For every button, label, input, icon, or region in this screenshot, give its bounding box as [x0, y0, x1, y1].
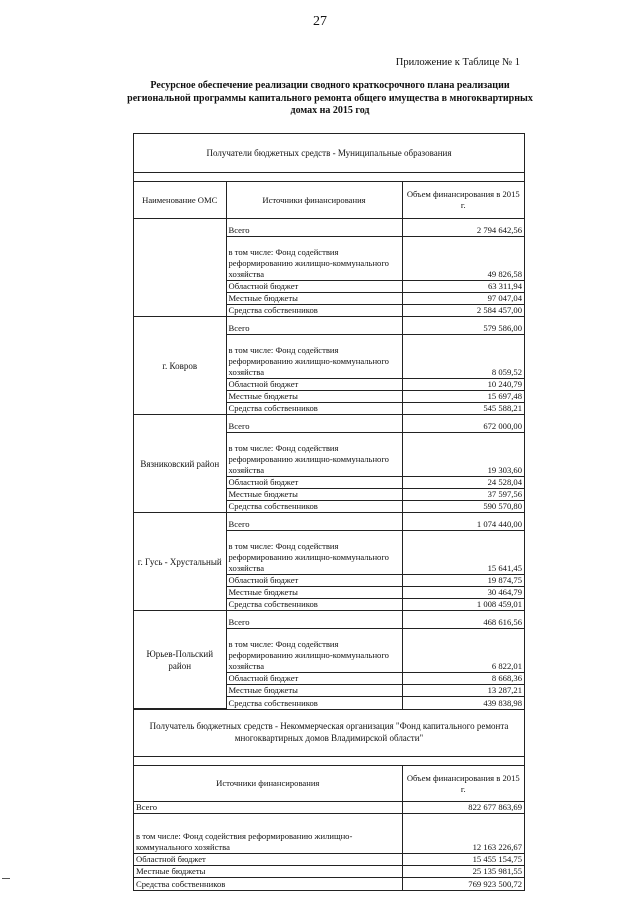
funding-amount: 15 641,45: [402, 531, 524, 575]
funding-source: в том числе: Фонд содействия реформированию жилищно-коммунального хозяйства: [226, 433, 402, 477]
funding-source: в том числе: Фонд содействия реформированию жилищно-коммунального хозяйства: [226, 629, 402, 673]
column-header-sources: Источники финансирования: [226, 182, 402, 219]
funding-amount: 19 874,75: [402, 575, 524, 587]
table-row: [134, 866, 524, 878]
omc-name: г. Гусь - Хрустальный: [134, 513, 226, 611]
municipal-funding-body: [134, 219, 524, 709]
funding-amount: 590 570,80: [402, 501, 524, 513]
funding-source: Областной бюджет: [134, 854, 402, 866]
funding-source: Средства собственников: [226, 697, 402, 709]
column-header-sources-2: Источники финансирования: [134, 766, 402, 802]
column-header-amount-2: Объем финансирования в 2015 г.: [402, 766, 524, 802]
funding-document: [133, 133, 525, 891]
funding-amount: 2 794 642,56: [402, 219, 524, 237]
funding-source: Всего: [134, 802, 402, 814]
funding-source: Всего: [226, 317, 402, 335]
funding-amount: 468 616,56: [402, 611, 524, 629]
table-row: [134, 317, 524, 335]
municipal-funding-table: [134, 181, 524, 709]
funding-amount: 15 455 154,75: [402, 854, 524, 866]
funding-source: Средства собственников: [226, 403, 402, 415]
appendix-label: Приложение к Таблице № 1: [395, 57, 520, 68]
omc-name: Юрьев-Польский район: [134, 611, 226, 709]
funding-amount: 25 135 981,55: [402, 866, 524, 878]
funding-source: Областной бюджет: [226, 379, 402, 391]
funding-amount: 439 838,98: [402, 697, 524, 709]
funding-amount: 769 923 500,72: [402, 878, 524, 890]
funding-amount: 13 287,21: [402, 685, 524, 697]
funding-source: Областной бюджет: [226, 673, 402, 685]
fund-funding-table: [134, 765, 524, 890]
omc-name: г. Ковров: [134, 317, 226, 415]
funding-amount: 10 240,79: [402, 379, 524, 391]
funding-source: Областной бюджет: [226, 477, 402, 489]
funding-amount: 1 008 459,01: [402, 599, 524, 611]
section2-heading: Получатель бюджетных средств - Некоммерческая организация "Фонд капитального ремонта многоквартирных домов Владимирской области": [134, 709, 524, 757]
funding-amount: 15 697,48: [402, 391, 524, 403]
funding-amount: 8 059,52: [402, 335, 524, 379]
funding-source: Местные бюджеты: [134, 866, 402, 878]
omc-name: Вязниковский район: [134, 415, 226, 513]
funding-amount: 63 311,94: [402, 281, 524, 293]
funding-amount: 37 597,56: [402, 489, 524, 501]
table-row: [134, 219, 524, 237]
funding-source: Всего: [226, 611, 402, 629]
section1-heading: Получатели бюджетных средств - Муниципальные образования: [134, 134, 524, 173]
fund-funding-body: [134, 802, 524, 890]
table-row: [134, 611, 524, 629]
funding-source: Областной бюджет: [226, 575, 402, 587]
funding-source: Всего: [226, 219, 402, 237]
funding-amount: 822 677 863,69: [402, 802, 524, 814]
funding-source: Местные бюджеты: [226, 293, 402, 305]
funding-source: Средства собственников: [226, 305, 402, 317]
funding-source: Местные бюджеты: [226, 587, 402, 599]
table-row: [134, 415, 524, 433]
funding-amount: 97 047,04: [402, 293, 524, 305]
funding-source: Средства собственников: [226, 501, 402, 513]
omc-name: [134, 219, 226, 317]
funding-source: Местные бюджеты: [226, 489, 402, 501]
funding-amount: 19 303,60: [402, 433, 524, 477]
funding-source: Средства собственников: [134, 878, 402, 890]
page-number: 27: [313, 14, 327, 29]
funding-source: Местные бюджеты: [226, 685, 402, 697]
column-header-omc: Наименование ОМС: [134, 182, 226, 219]
funding-source: в том числе: Фонд содействия реформированию жилищно-коммунального хозяйства: [226, 237, 402, 281]
funding-source: в том числе: Фонд содействия реформированию жилищно-коммунального хозяйства: [134, 814, 402, 854]
funding-amount: 24 528,04: [402, 477, 524, 489]
funding-source: Средства собственников: [226, 599, 402, 611]
funding-amount: 579 586,00: [402, 317, 524, 335]
funding-amount: 49 826,58: [402, 237, 524, 281]
table-row: [134, 513, 524, 531]
scan-edge-mark: [2, 878, 10, 879]
funding-source: Всего: [226, 513, 402, 531]
table-row: [134, 854, 524, 866]
funding-amount: 8 668,36: [402, 673, 524, 685]
table-row: [134, 802, 524, 814]
funding-source: Областной бюджет: [226, 281, 402, 293]
funding-amount: 545 588,21: [402, 403, 524, 415]
document-title: Ресурсное обеспечение реализации сводного краткосрочного плана реализации региональной программы капитального ремонта общего имущества в многоквартирных домах на 2015 год: [127, 80, 533, 116]
funding-source: в том числе: Фонд содействия реформированию жилищно-коммунального хозяйства: [226, 335, 402, 379]
funding-amount: 6 822,01: [402, 629, 524, 673]
table-row: [134, 878, 524, 890]
table-row: [134, 814, 524, 854]
funding-source: в том числе: Фонд содействия реформированию жилищно-коммунального хозяйства: [226, 531, 402, 575]
funding-amount: 30 464,79: [402, 587, 524, 599]
funding-amount: 1 074 440,00: [402, 513, 524, 531]
funding-amount: 2 584 457,00: [402, 305, 524, 317]
funding-amount: 672 000,00: [402, 415, 524, 433]
funding-source: Местные бюджеты: [226, 391, 402, 403]
funding-amount: 12 163 226,67: [402, 814, 524, 854]
column-header-amount: Объем финансирования в 2015 г.: [402, 182, 524, 219]
funding-source: Всего: [226, 415, 402, 433]
